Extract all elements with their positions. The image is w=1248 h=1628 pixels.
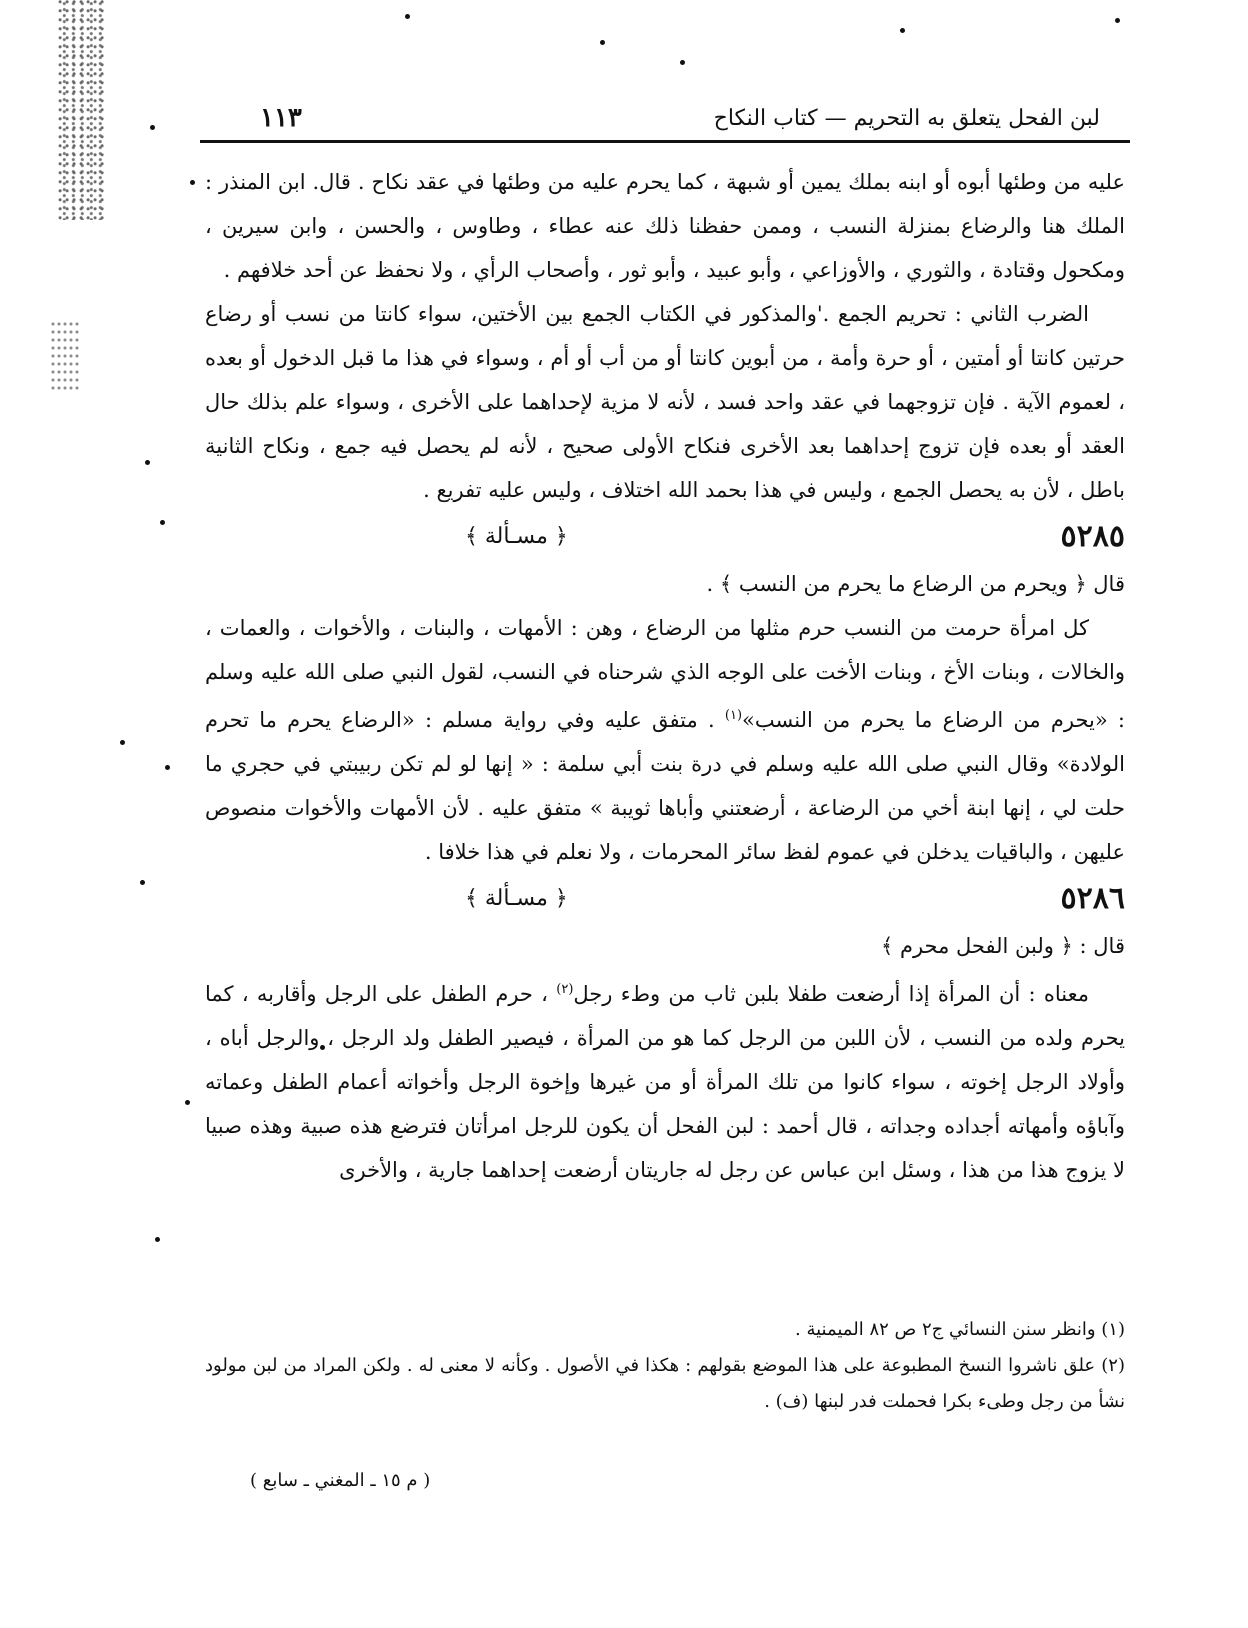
masalah-number: ٥٢٨٦ — [1060, 881, 1125, 916]
speck — [190, 180, 195, 185]
masalah-label: ﴿ مسـألة ﴾ — [465, 886, 568, 911]
paragraph: قال : ﴿ ولبن الفحل محرم ﴾ — [880, 934, 1125, 958]
speck — [600, 40, 605, 45]
speck — [405, 14, 410, 19]
masalah-label: ﴿ مسـألة ﴾ — [465, 524, 568, 549]
signature-mark: ( م ١٥ ـ المغني ـ سابع ) — [250, 1470, 431, 1491]
speck — [120, 740, 125, 745]
speck — [160, 520, 165, 525]
footnote: (١) وانظر سنن النسائي ج٢ ص ٨٢ الميمنية . — [795, 1319, 1125, 1340]
speck — [185, 1100, 190, 1105]
running-header — [200, 98, 1100, 138]
speck — [680, 60, 685, 65]
paragraph: الضرب الثاني : تحريم الجمع .'والمذكور في الكتاب الجمع بين الأختين، سواء كانتا من نسب أو رضاع حرتين كانتا أو أمتين ، أو حرة وأمة ، من أبوين كانتا أو من أب أو أم ، وسواء في هذا ما قبل الدخول أو بعده ، لعموم الآية . فإن تزوجهما في عقد واحد فسد ، لأنه لا مزية لإحداهما على الأخرى ، وسواء علم بذلك حال العقد أو بعده فإن تزوج إحداهما بعد الأخرى فنكاح الأولى صحيح ، لأنه لم يحصل فيه جمع ، ونكاح الثانية باطل ، لأن به يحصل الجمع ، وليس في هذا بحمد الله اختلاف ، وليس عليه تفريع . — [205, 302, 1125, 502]
scan-noise — [50, 320, 80, 390]
footnotes — [205, 1312, 1125, 1420]
page-number: ١١٣ — [260, 103, 302, 133]
paragraph — [205, 606, 1125, 874]
scan-noise — [58, 0, 106, 220]
masalah-heading — [205, 874, 1125, 924]
running-title: لبن الفحل يتعلق به التحريم — كتاب النكاح — [713, 105, 1100, 131]
footnote-ref: (٢) — [556, 982, 574, 997]
speck — [155, 1237, 160, 1242]
paragraph-text: معناه : أن المرأة إذا أرضعت طفلا بلبن ثاب من وطء رجل — [573, 982, 1089, 1006]
paragraph: قال ﴿ ويحرم من الرضاع ما يحرم من النسب ﴾ . — [706, 572, 1125, 596]
speck — [165, 765, 170, 770]
paragraph: عليه من وطئها أبوه أو ابنه بملك يمين أو شبهة ، كما يحرم عليه من وطئها في عقد نكاح . قال. ابن المنذر : الملك هنا والرضاع بمنزلة النسب ، وممن حفظنا ذلك عنه عطاء ، وطاوس ، والحسن ، وابن سيرين ، ومكحول وقتادة ، والثوري ، والأوزاعي ، وأبو عبيد ، وأبو ثور ، وأصحاب الرأي ، ولا نحفظ عن أحد خلافهم . — [205, 170, 1125, 282]
paragraph-text: ، حرم الطفل على الرجل وأقاربه ، كما يحرم ولده من النسب ، لأن اللبن من الرجل كما هو من المرأة ، فيصير الطفل ولد الرجل ، والرجل أباه ، وأولاد الرجل إخوته ، سواء كانوا من تلك المرأة أو من غيرها وإخوة الرجل وأخواته أعمام الطفل وعماته وآباؤه وأمهاته أجداده وجداته ، قال أحمد : لبن الفحل أن يكون للرجل امرأتان فترضع هذه صبية وهذه صبيا لا يزوج هذا من هذا ، وسئل ابن عباس عن رجل له جاريتان أرضعت إحداهما جارية ، والأخرى — [205, 982, 1125, 1182]
speck — [900, 28, 905, 33]
footnote-ref: (١) — [724, 708, 743, 723]
paragraph — [205, 968, 1125, 1192]
paragraph-text: كل امرأة حرمت من النسب حرم مثلها من الرضاع ، وهن : الأمهات ، والبنات ، والأخوات ، والعمات ، والخالات ، وبنات الأخ ، وبنات الأخت على الوجه الذي شرحناه في النسب، لقول النبي صلى الله عليه وسلم : «يحرم من الرضاع ما يحرم من النسب» — [205, 616, 1125, 732]
footnote: (٢) علق ناشروا النسخ المطبوعة على هذا الموضع بقولهم : هكذا في الأصول . وكأنه لا معنى له . ولكن المراد من لبن مولود نشأ من رجل وطىء بكرا فحملت فدر لبنها (ف) . — [205, 1355, 1125, 1412]
paragraph-text: . متفق عليه وفي رواية مسلم : «الرضاع يحرم ما تحرم الولادة» وقال النبي صلى الله عليه وسلم في درة بنت أبي سلمة : « إنها لو لم تكن ربيبتي في حجري ما حلت لي ، إنها ابنة أخي من الرضاعة ، أرضعتني وأباها ثويبة » متفق عليه . لأن الأمهات والأخوات منصوص عليهن ، والباقيات يدخلن في عموم لفظ سائر المحرمات ، ولا نعلم في هذا خلافا . — [205, 708, 1125, 864]
speck — [1115, 18, 1120, 23]
speck — [150, 125, 155, 130]
main-text — [205, 160, 1125, 1192]
header-rule — [200, 140, 1130, 143]
masalah-number: ٥٢٨٥ — [1060, 519, 1125, 554]
masalah-heading — [205, 512, 1125, 562]
speck — [145, 460, 150, 465]
speck — [140, 880, 145, 885]
